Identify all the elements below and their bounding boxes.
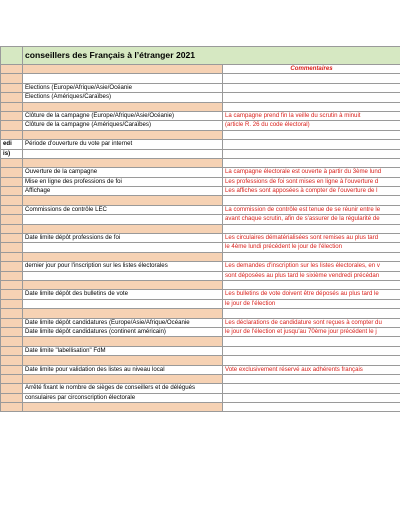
comment-cell[interactable]: le jour de l'élection et jusqu'au 70ème jour précédent le j bbox=[223, 327, 400, 336]
comment-cell[interactable]: Vote exclusivement réservé aux adhérents français bbox=[223, 365, 400, 374]
cell[interactable] bbox=[23, 65, 223, 74]
sheet-title: conseillers des Français à l’étranger 2021 bbox=[23, 47, 400, 65]
comment-cell[interactable]: La campagne prend fin la veille du scrutin à minuit bbox=[223, 111, 400, 120]
event-cell[interactable]: Elections (Europe/Afrique/Asie/Océanie bbox=[23, 83, 223, 92]
table-row bbox=[1, 290, 400, 299]
table-row bbox=[1, 196, 400, 205]
table-row bbox=[1, 111, 400, 120]
event-cell[interactable]: dernier jour pour l'inscription sur les listes électorales bbox=[23, 262, 223, 271]
event-cell[interactable]: Elections (Amériques/Caraïbes) bbox=[23, 93, 223, 102]
event-cell[interactable]: Clôture de la campagne (Amériques/Caraïbes) bbox=[23, 121, 223, 130]
table-row bbox=[1, 393, 400, 402]
comment-cell[interactable]: Les professions de foi sont mises en ligne à l'ouverture d bbox=[223, 177, 400, 186]
event-cell[interactable]: Date limite dépôt candidatures (continent américain) bbox=[23, 327, 223, 336]
comment-cell[interactable]: Les déclarations de candidature sont reçues à compter du bbox=[223, 318, 400, 327]
event-cell[interactable]: Date limite pour validation des listes au niveau local bbox=[23, 365, 223, 374]
table-row bbox=[1, 356, 400, 365]
table-row bbox=[1, 140, 400, 149]
comment-cell[interactable] bbox=[223, 393, 400, 402]
table-row bbox=[1, 121, 400, 130]
event-cell[interactable]: Période d'ouverture du vote par internet bbox=[23, 140, 223, 149]
table-row bbox=[1, 187, 400, 196]
comment-cell[interactable]: avant chaque scrutin, afin de s'assurer de la régularité de bbox=[223, 215, 400, 224]
table-row bbox=[1, 205, 400, 214]
event-cell[interactable]: Date limite dépôt professions de foi bbox=[23, 234, 223, 243]
table-row bbox=[1, 299, 400, 308]
comment-cell[interactable] bbox=[223, 140, 400, 149]
table-row bbox=[1, 243, 400, 252]
event-cell[interactable]: Date limite dépôt candidatures (Europe/Asie/Afrique/Océanie bbox=[23, 318, 223, 327]
comment-cell[interactable]: La commission de contrôle est tenue de se réunir entre le bbox=[223, 205, 400, 214]
table-row bbox=[1, 403, 400, 412]
comment-cell[interactable] bbox=[223, 83, 400, 92]
table-row bbox=[1, 374, 400, 383]
table-row bbox=[1, 318, 400, 327]
table-row bbox=[1, 130, 400, 139]
cell[interactable] bbox=[1, 47, 23, 65]
event-cell[interactable]: Date limite dépôt des bulletins de vote bbox=[23, 290, 223, 299]
comment-cell[interactable]: le jour de l'élection bbox=[223, 299, 400, 308]
header-row bbox=[1, 65, 400, 74]
comment-cell[interactable]: (article R. 26 du code électoral) bbox=[223, 121, 400, 130]
table-row bbox=[1, 83, 400, 92]
comment-cell[interactable]: Les affiches sont apposées à compter de l'ouverture de l bbox=[223, 187, 400, 196]
comment-cell[interactable]: le 4ème lundi précédent le jour de l'élection bbox=[223, 243, 400, 252]
title-row bbox=[1, 47, 400, 65]
comment-cell[interactable] bbox=[223, 93, 400, 102]
table-row bbox=[1, 177, 400, 186]
table-row bbox=[1, 149, 400, 158]
table-row bbox=[1, 309, 400, 318]
left-label: is) bbox=[1, 149, 23, 158]
comment-cell[interactable]: Les demandes d'inscription sur les listes électorales, en v bbox=[223, 262, 400, 271]
table-row bbox=[1, 102, 400, 111]
event-cell[interactable]: Clôture de la campagne (Europe/Afrique/Asie/Océanie) bbox=[23, 111, 223, 120]
comment-cell[interactable]: sont déposées au plus tard le sixième vendredi précédan bbox=[223, 271, 400, 280]
table-row bbox=[1, 271, 400, 280]
left-label: edi bbox=[1, 140, 23, 149]
table-row bbox=[1, 327, 400, 336]
event-cell[interactable]: Arrêté fixant le nombre de sièges de conseillers et de délégués bbox=[23, 384, 223, 393]
table-row bbox=[1, 234, 400, 243]
event-cell[interactable]: Mise en ligne des professions de foi bbox=[23, 177, 223, 186]
table-row bbox=[1, 337, 400, 346]
table-row bbox=[1, 384, 400, 393]
comment-cell[interactable] bbox=[223, 346, 400, 355]
comment-cell[interactable]: Les bulletins de vote doivent être déposés au plus tard le bbox=[223, 290, 400, 299]
table-row bbox=[1, 215, 400, 224]
comments-header: Commentaires bbox=[223, 65, 400, 74]
calendar-table bbox=[0, 46, 400, 412]
table-row bbox=[1, 346, 400, 355]
table-row bbox=[1, 280, 400, 289]
table-row bbox=[1, 158, 400, 167]
comment-cell[interactable] bbox=[223, 384, 400, 393]
table-row bbox=[1, 168, 400, 177]
event-cell[interactable]: consulaires par circonscription électorale bbox=[23, 393, 223, 402]
table-row bbox=[1, 252, 400, 261]
table-row bbox=[1, 224, 400, 233]
table-row bbox=[1, 262, 400, 271]
comment-cell[interactable]: Les circulaires dématérialisées sont remises au plus tard bbox=[223, 234, 400, 243]
event-cell[interactable]: Affichage bbox=[23, 187, 223, 196]
spreadsheet bbox=[0, 46, 400, 412]
table-row bbox=[1, 74, 400, 83]
table-row bbox=[1, 93, 400, 102]
comment-cell[interactable]: La campagne électorale est ouverte à partir du 3ème lund bbox=[223, 168, 400, 177]
event-cell[interactable]: Commissions de contrôle LEC bbox=[23, 205, 223, 214]
event-cell[interactable]: Ouverture de la campagne bbox=[23, 168, 223, 177]
event-cell[interactable]: Date limite "labellisation" FdM bbox=[23, 346, 223, 355]
table-row bbox=[1, 365, 400, 374]
cell[interactable] bbox=[1, 65, 23, 74]
